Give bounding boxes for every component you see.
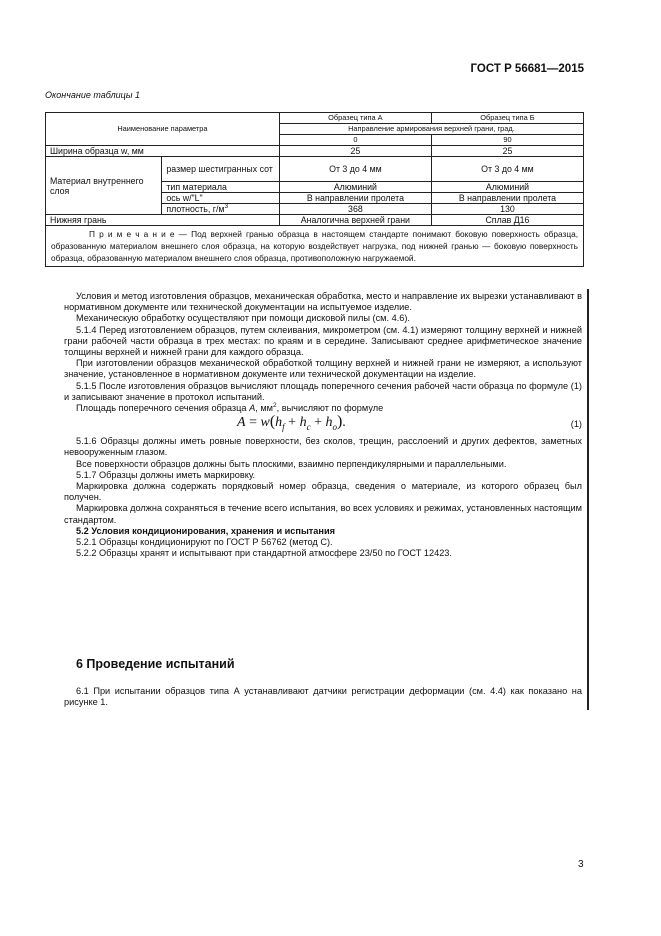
parameters-table bbox=[45, 112, 584, 267]
material-type-a: Алюминий bbox=[279, 182, 431, 193]
angle-a: 0 bbox=[279, 135, 431, 146]
table-caption: Окончание таблицы 1 bbox=[45, 90, 140, 100]
formula-1 bbox=[64, 414, 582, 436]
sub-material-type: тип материала bbox=[162, 182, 279, 193]
paragraph: Механическую обработку осуществляют при помощи дисковой пилы (см. 4.6). bbox=[76, 313, 410, 324]
paragraph: 5.1.7 Образцы должны иметь маркировку. bbox=[76, 469, 256, 480]
lower-face-b: Сплав Д16 bbox=[431, 215, 583, 226]
change-bar bbox=[587, 684, 589, 710]
standard-code: ГОСТ Р 56681—2015 bbox=[470, 63, 584, 75]
paragraph: При изготовлении образцов механической обработкой толщину верхней и нижней грани не измеряют, а используют значение, установленное в нормативном документе или технической документации на изделие. bbox=[64, 358, 582, 380]
paragraph: Площадь поперечного сечения образца A, $мм^2$, вычисляют по формуле bbox=[76, 401, 384, 414]
body-text bbox=[64, 291, 582, 559]
sub-cell-size: размер шестигранных сот bbox=[162, 157, 279, 182]
paragraph: 5.1.5 После изготовления образцов вычисляют площадь поперечного сечения рабочей части образца по формуле (1) и записывают значение в протокол испытаний. bbox=[64, 380, 582, 402]
axis-a: В направлении пролета bbox=[279, 193, 431, 204]
table-note: П р и м е ч а н и е — Под верхней гранью образца в настоящем стандарте понимают боковую поверхность образца, образованную материалом внешнего слоя образца, на которую воздействует нагрузка, под нижней гранью — боковую поверхность образца, образованную материалом внешнего слоя образца, противоположную нагружаемой. bbox=[46, 226, 584, 267]
sub-axis: ось w/"L" bbox=[162, 193, 279, 204]
param-header: Наименование параметра bbox=[46, 113, 280, 146]
paragraph: Маркировка должна сохраняться в течение всего испытания, во всех условиях и режимах, установленных настоящим стандартом. bbox=[64, 503, 582, 525]
width-label: Ширина образца w, мм bbox=[46, 146, 280, 157]
type-a-header: Образец типа А bbox=[279, 113, 431, 124]
type-b-header: Образец типа Б bbox=[431, 113, 583, 124]
width-a: 25 bbox=[279, 146, 431, 157]
cell-size-b: От 3 до 4 мм bbox=[431, 157, 583, 182]
paragraph: Условия и метод изготовления образцов, механическая обработка, место и направление их вырезки устанавливают в нормативном документе или технической документации на испытуемое изделие. bbox=[64, 291, 582, 313]
axis-b: В направлении пролета bbox=[431, 193, 583, 204]
page-number: 3 bbox=[578, 859, 584, 870]
lower-face-a: Аналогична верхней грани bbox=[279, 215, 431, 226]
paragraph: 5.2.2 Образцы хранят и испытывают при стандартной атмосфере 23/50 по ГОСТ 12423. bbox=[76, 548, 452, 559]
paragraph: 6.1 При испытании образцов типа А устанавливают датчики регистрации деформации (см. 4.4) как показано на рисунке 1. bbox=[64, 686, 582, 708]
formula-expression: $A = w(h_f + h_c + h_o)$. bbox=[237, 413, 346, 433]
paragraph: Маркировка должна содержать порядковый номер образца, сведения о материале, из которого образец был получен. bbox=[64, 481, 582, 503]
section-title: 6 Проведение испытаний bbox=[76, 657, 235, 671]
width-b: 25 bbox=[431, 146, 583, 157]
change-bar bbox=[587, 289, 589, 705]
reinforcement-direction-header: Направление армирования верхней грани, град. bbox=[279, 124, 583, 135]
lower-face-label: Нижняя грань bbox=[46, 215, 280, 226]
paragraph: 5.1.4 Перед изготовлением образцов, путем склеивания, микрометром (см. 4.1) измеряют толщину верхней и нижней грани рабочей части образца в трех местах: по краям и в середине. Записывают среднее арифметическое значение толщины верхней и нижней грани для каждого образца. bbox=[64, 324, 582, 358]
subsection-title: 5.2 Условия кондиционирования, хранения и испытания bbox=[76, 525, 335, 536]
sub-density: плотность, $г/м^3$ bbox=[162, 204, 279, 215]
density-b: 130 bbox=[431, 204, 583, 215]
section-6-text bbox=[64, 686, 582, 708]
cell-size-a: От 3 до 4 мм bbox=[279, 157, 431, 182]
formula-number: (1) bbox=[570, 419, 582, 430]
material-label: Материал внутреннего слоя bbox=[46, 157, 162, 215]
angle-b: 90 bbox=[431, 135, 583, 146]
paragraph: Все поверхности образцов должны быть плоскими, взаимно перпендикулярными и параллельными. bbox=[76, 458, 507, 469]
density-a: 368 bbox=[279, 204, 431, 215]
paragraph: 5.2.1 Образцы кондиционируют по ГОСТ Р 56762 (метод С). bbox=[76, 537, 333, 548]
material-type-b: Алюминий bbox=[431, 182, 583, 193]
paragraph: 5.1.6 Образцы должны иметь ровные поверхности, без сколов, трещин, расслоений и других дефектов, заметных невооруженным глазом. bbox=[64, 436, 582, 458]
